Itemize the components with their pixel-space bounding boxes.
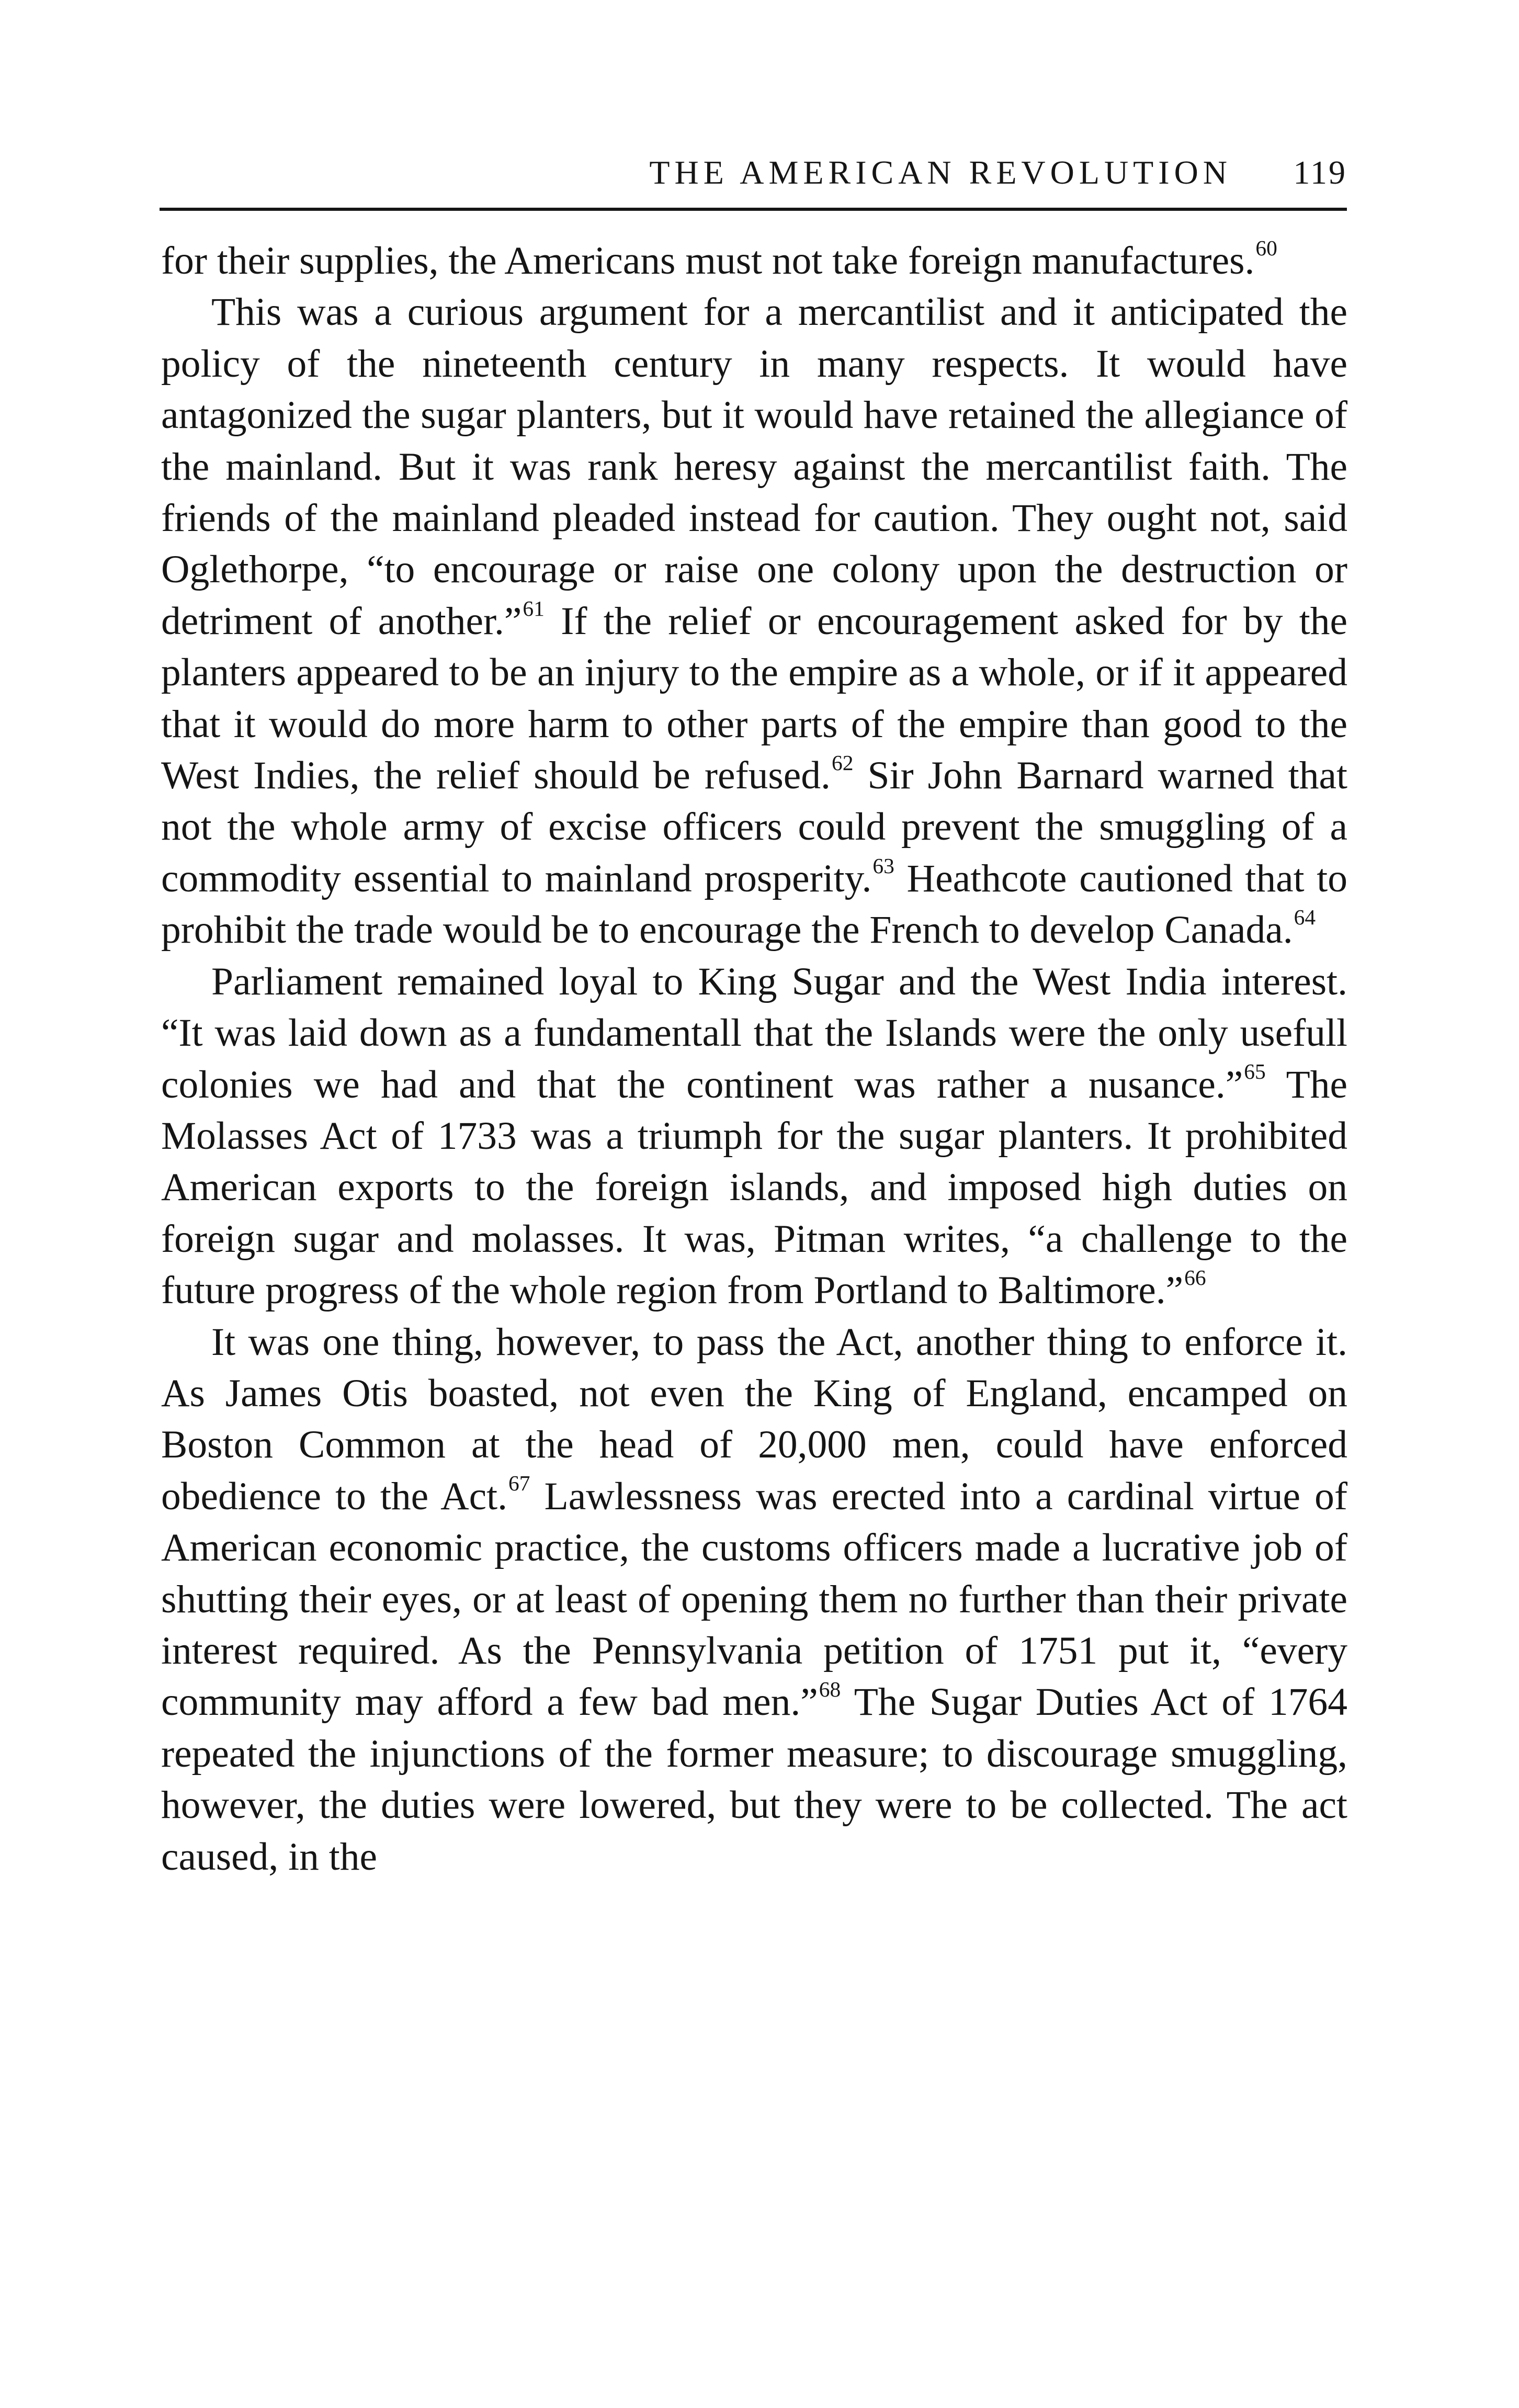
text-run: It was one thing, however, to pass the Act, another thing to enforce it. As James Otis boasted, not even the King of England, encamped on Boston Common at the head of 20,000 men, could have enforced obedience to the Act. [161, 1320, 1347, 1518]
footnote-ref-65: 65 [1244, 1059, 1266, 1084]
footnote-ref-64: 64 [1294, 905, 1316, 929]
text-run: for their supplies, the Americans must not take foreign manufactures. [161, 239, 1255, 282]
text-run: The Sugar Duties Act of 1764 repeated the injunctions of the former measure; to discourage smuggling, however, the duties were lowered, but they were to be collected. The act caused, in the [161, 1680, 1348, 1879]
text-run: This was a curious argument for a mercantilist and it anticipated the policy of the nineteenth century in many respects. It would have antagonized the sugar planters, but it would have retained the allegiance of the mainland. But it was rank heresy against the mercantilist faith. The friends of the mainland pleaded instead for caution. They ought not, said Oglethorpe, “to encourage or raise one colony upon the destruction or detriment of another.” [161, 290, 1347, 643]
text-run: Sir John Barnard warned that not the whole army of excise officers could prevent the smuggling of a commodity essential to mainland prosperity. [161, 754, 1347, 900]
footnote-ref-62: 62 [831, 750, 854, 775]
paragraph-4 [161, 1317, 1347, 1883]
body-text [161, 235, 1347, 1883]
footnote-ref-66: 66 [1184, 1265, 1206, 1290]
paragraph-3 [161, 956, 1347, 1317]
paragraph-1 [161, 235, 1347, 287]
text-run: Heathcote cautioned that to prohibit the trade would be to encourage the French to develop Canada. [161, 856, 1347, 952]
text-run: If the relief or encouragement asked for by the planters appeared to be an injury to the empire as a whole, or if it appeared that it would do more harm to other parts of the empire than good to the West Indies, the relief should be refused. [161, 599, 1347, 798]
text-run: The Molasses Act of 1733 was a triumph for the sugar planters. It prohibited American exports to the foreign islands, and imposed high duties on foreign sugar and molasses. It was, Pitman writes, “a challenge to the future progress of the whole region from Portland to Baltimore.” [161, 1062, 1347, 1313]
header-rule [160, 208, 1347, 211]
running-head [160, 146, 1347, 199]
footnote-ref-63: 63 [872, 853, 894, 878]
footnote-ref-61: 61 [523, 596, 545, 620]
text-run: Parliament remained loyal to King Sugar and the West India interest. “It was laid down as a fundamentall that the Islands were the only usefull colonies we had and that the continent was rather a nusance.” [161, 959, 1347, 1106]
page-number: 119 [1293, 154, 1347, 191]
footnote-ref-68: 68 [819, 1677, 841, 1702]
footnote-ref-60: 60 [1255, 235, 1277, 260]
text-run: Lawlessness was erected into a cardinal virtue of American economic practice, the customs officers made a lucrative job of shutting their eyes, or at least of opening them no further than their private interest required. As the Pennsylvania petition of 1751 put it, “every community may afford a few bad men.” [161, 1474, 1348, 1724]
footnote-ref-67: 67 [508, 1471, 530, 1496]
paragraph-2 [161, 287, 1347, 956]
running-head-title: THE AMERICAN REVOLUTION [649, 154, 1232, 191]
